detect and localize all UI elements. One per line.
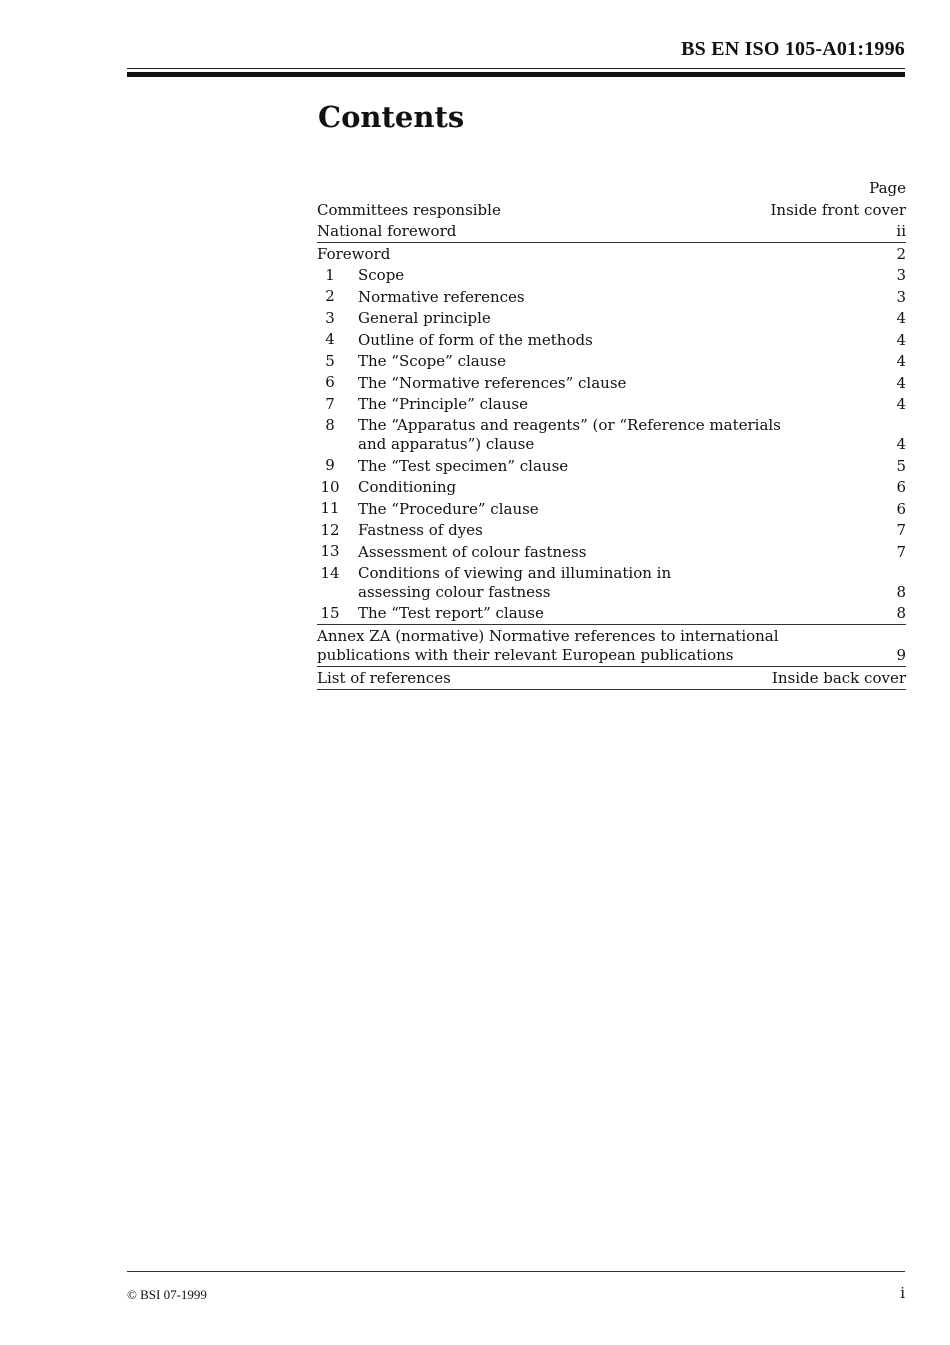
toc-title [358,374,888,393]
clause-number: 12 [320,520,340,539]
clause-number: 2 [325,287,335,305]
toc-row-clause[interactable] [317,286,906,308]
toc-title-line: Normative references [358,287,525,306]
toc-title-line: publications with their relevant European publications [317,646,734,664]
toc-page: 4 [896,330,906,349]
toc-row-list-of-references[interactable] [317,667,906,690]
toc-row-clause[interactable] [317,603,906,625]
clause-number: 3 [325,308,335,327]
toc-title: National foreword [317,222,457,240]
toc-title [358,309,888,328]
toc-title-line: The “Scope” clause [358,352,506,370]
toc-row-clause[interactable] [317,415,906,455]
toc-title-line: The “Test specimen” clause [358,456,569,475]
toc-page: 8 [896,582,906,601]
toc-row-clause[interactable] [317,372,906,394]
page-column-label: Page [869,179,906,197]
toc-title [358,543,888,562]
toc-title-line: The “Principle” clause [358,395,528,413]
toc-title: Foreword [317,244,391,263]
toc-title-line: Assessment of colour fastness [358,542,587,561]
toc-page: 9 [896,646,906,664]
header-rule-thin [127,68,905,69]
toc-title [358,288,888,307]
toc-page: 4 [896,435,906,453]
toc-row-clause[interactable] [317,308,906,330]
toc-page: 4 [896,395,906,413]
toc-row-clause[interactable] [317,563,906,603]
clause-number: 4 [325,330,335,348]
toc-row-clause[interactable] [317,329,906,351]
toc-row-clause[interactable] [317,265,906,287]
toc-page: 7 [896,521,906,539]
toc-title-line: Conditions of viewing and illumination in [358,563,672,582]
toc-row-annex-za[interactable] [317,624,906,667]
toc-page: 3 [896,287,906,306]
toc-title-line: Conditioning [358,478,457,496]
toc-page: 4 [896,352,906,370]
toc-title [358,500,888,519]
toc-title-line: assessing colour fastness [358,582,551,601]
toc-page: 5 [896,456,906,475]
toc-title-line: The “Apparatus and reagents” (or “Reference materials [358,416,781,434]
toc-page: 6 [896,499,906,518]
toc-title-line: and apparatus”) clause [358,435,535,453]
toc-title-line: Fastness of dyes [358,521,483,539]
toc-title-line: The “Procedure” clause [358,499,539,518]
clause-number: 5 [325,351,335,370]
toc-page: 8 [896,604,906,622]
toc-title [358,416,888,454]
standard-id: BS EN ISO 105-A01:1996 [681,38,905,60]
page-number: i [900,1284,905,1302]
toc-page: 7 [896,542,906,561]
toc-page: 4 [896,373,906,392]
toc-page: Inside front cover [770,200,906,219]
clause-number: 1 [325,265,335,284]
toc-title [358,266,888,285]
page-title: Contents [318,100,465,134]
toc-title-line: General principle [358,309,491,327]
toc-title-line: Scope [358,266,405,284]
toc-page: 2 [896,244,906,263]
copyright-notice: © BSI 07-1999 [127,1287,207,1302]
toc-page: 6 [896,478,906,496]
toc-title [358,604,888,623]
clause-number: 10 [320,477,340,496]
toc-row-foreword[interactable] [317,243,906,265]
toc-title-line: Annex ZA (normative) Normative references to international [317,627,779,645]
toc-row-clause[interactable] [317,520,906,542]
toc-title-line: The “Normative references” clause [358,373,627,392]
toc-row-national-foreword[interactable] [317,221,906,244]
toc-title [358,478,888,497]
toc-title: List of references [317,668,451,687]
toc-row-clause[interactable] [317,477,906,499]
toc-title [358,564,888,602]
clause-number: 8 [325,416,335,434]
toc-row-clause[interactable] [317,455,906,477]
toc-title [358,352,888,371]
clause-list [317,265,906,625]
header-rule-thick [127,72,905,77]
toc-title-line: The “Test report” clause [358,604,544,622]
toc-page: ii [896,222,906,240]
toc-title [317,627,888,665]
toc-title [358,395,888,414]
toc-row-clause[interactable] [317,541,906,563]
toc-page: 3 [896,266,906,284]
clause-number: 11 [320,499,340,517]
clause-number: 15 [320,603,340,622]
toc-title [358,521,888,540]
clause-number: 7 [325,394,335,413]
toc-title [358,331,888,350]
toc-row-clause[interactable] [317,351,906,373]
toc-page: Inside back cover [771,668,906,687]
toc-title-line: Outline of form of the methods [358,330,593,349]
table-of-contents [317,178,906,690]
toc-title [358,457,888,476]
clause-number: 13 [320,542,340,560]
clause-number: 9 [325,456,335,474]
toc-title: Committees responsible [317,200,501,219]
toc-row-clause[interactable] [317,498,906,520]
toc-row-clause[interactable] [317,394,906,416]
footer-rule [127,1271,905,1272]
toc-page: 4 [896,309,906,327]
clause-number: 14 [320,563,340,582]
toc-row-committees[interactable] [317,199,906,221]
clause-number: 6 [325,373,335,391]
